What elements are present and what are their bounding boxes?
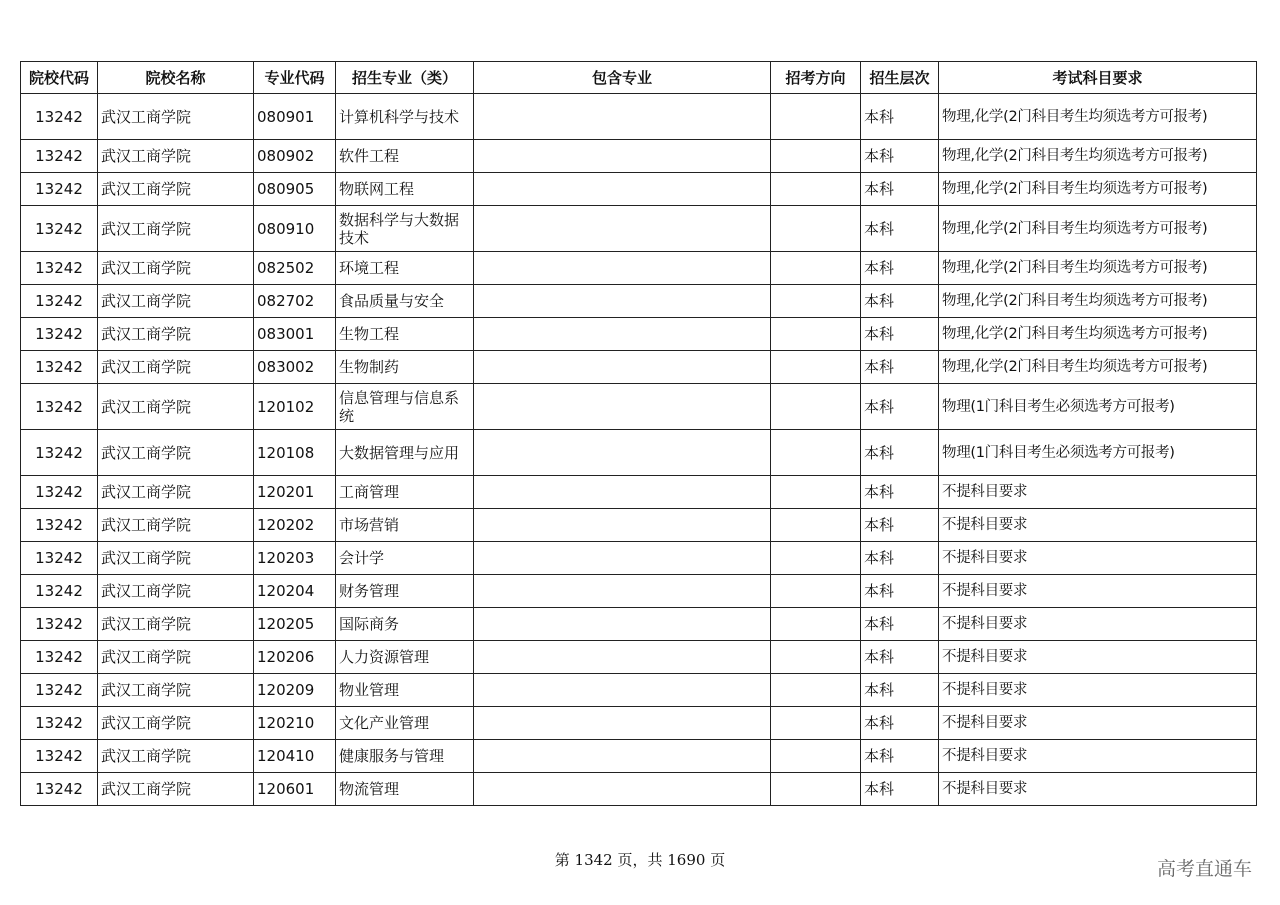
cell-included-majors	[474, 318, 771, 351]
cell-major: 市场营销	[336, 509, 474, 542]
table-row	[21, 575, 1257, 608]
cell-major-code: 120601	[254, 773, 336, 806]
header-requirement: 考试科目要求	[939, 62, 1257, 94]
cell-included-majors	[474, 384, 771, 430]
cell-school-code: 13242	[21, 575, 98, 608]
cell-major: 数据科学与大数据技术	[336, 206, 474, 252]
cell-included-majors	[474, 476, 771, 509]
cell-major-code: 120108	[254, 430, 336, 476]
cell-direction	[771, 384, 861, 430]
cell-school-code: 13242	[21, 351, 98, 384]
cell-school-code: 13242	[21, 707, 98, 740]
cell-major: 环境工程	[336, 252, 474, 285]
cell-direction	[771, 707, 861, 740]
cell-included-majors	[474, 140, 771, 173]
cell-major-code: 083002	[254, 351, 336, 384]
cell-school-name: 武汉工商学院	[98, 575, 254, 608]
cell-direction	[771, 542, 861, 575]
header-major-code: 专业代码	[254, 62, 336, 94]
cell-level: 本科	[861, 351, 939, 384]
table-row	[21, 430, 1257, 476]
cell-level: 本科	[861, 140, 939, 173]
table-row	[21, 542, 1257, 575]
cell-major-code: 080901	[254, 94, 336, 140]
cell-included-majors	[474, 252, 771, 285]
cell-level: 本科	[861, 509, 939, 542]
cell-school-name: 武汉工商学院	[98, 351, 254, 384]
cell-school-name: 武汉工商学院	[98, 140, 254, 173]
cell-school-name: 武汉工商学院	[98, 707, 254, 740]
table-row	[21, 476, 1257, 509]
cell-direction	[771, 773, 861, 806]
cell-school-name: 武汉工商学院	[98, 384, 254, 430]
table-row	[21, 318, 1257, 351]
cell-school-name: 武汉工商学院	[98, 608, 254, 641]
table-body	[21, 94, 1257, 806]
cell-requirement: 物理(1门科目考生必须选考方可报考)	[939, 430, 1257, 476]
cell-school-code: 13242	[21, 740, 98, 773]
table-row	[21, 285, 1257, 318]
cell-direction	[771, 351, 861, 384]
cell-requirement: 不提科目要求	[939, 608, 1257, 641]
cell-direction	[771, 318, 861, 351]
cell-included-majors	[474, 608, 771, 641]
cell-major-code: 120204	[254, 575, 336, 608]
cell-requirement: 物理(1门科目考生必须选考方可报考)	[939, 384, 1257, 430]
table-row	[21, 707, 1257, 740]
header-row	[21, 62, 1257, 94]
cell-major-code: 082702	[254, 285, 336, 318]
cell-major-code: 120206	[254, 641, 336, 674]
cell-included-majors	[474, 173, 771, 206]
cell-included-majors	[474, 641, 771, 674]
cell-direction	[771, 674, 861, 707]
cell-school-name: 武汉工商学院	[98, 94, 254, 140]
cell-direction	[771, 476, 861, 509]
cell-school-name: 武汉工商学院	[98, 285, 254, 318]
table-row	[21, 641, 1257, 674]
cell-level: 本科	[861, 674, 939, 707]
cell-major: 食品质量与安全	[336, 285, 474, 318]
cell-requirement: 不提科目要求	[939, 773, 1257, 806]
cell-major-code: 120210	[254, 707, 336, 740]
cell-major-code: 083001	[254, 318, 336, 351]
table-row	[21, 351, 1257, 384]
cell-major: 文化产业管理	[336, 707, 474, 740]
cell-requirement: 物理,化学(2门科目考生均须选考方可报考)	[939, 94, 1257, 140]
cell-requirement: 物理,化学(2门科目考生均须选考方可报考)	[939, 252, 1257, 285]
cell-school-code: 13242	[21, 94, 98, 140]
cell-included-majors	[474, 575, 771, 608]
cell-school-name: 武汉工商学院	[98, 206, 254, 252]
table-row	[21, 509, 1257, 542]
cell-major: 计算机科学与技术	[336, 94, 474, 140]
cell-included-majors	[474, 351, 771, 384]
cell-major-code: 080905	[254, 173, 336, 206]
cell-direction	[771, 140, 861, 173]
header-included-majors: 包含专业	[474, 62, 771, 94]
cell-school-code: 13242	[21, 608, 98, 641]
table-row	[21, 252, 1257, 285]
cell-direction	[771, 94, 861, 140]
cell-requirement: 不提科目要求	[939, 542, 1257, 575]
cell-requirement: 物理,化学(2门科目考生均须选考方可报考)	[939, 285, 1257, 318]
cell-level: 本科	[861, 641, 939, 674]
cell-major-code: 120203	[254, 542, 336, 575]
cell-requirement: 物理,化学(2门科目考生均须选考方可报考)	[939, 173, 1257, 206]
cell-direction	[771, 641, 861, 674]
cell-major-code: 120201	[254, 476, 336, 509]
cell-school-name: 武汉工商学院	[98, 318, 254, 351]
cell-school-name: 武汉工商学院	[98, 509, 254, 542]
cell-school-code: 13242	[21, 384, 98, 430]
cell-included-majors	[474, 206, 771, 252]
header-school-code: 院校代码	[21, 62, 98, 94]
cell-major: 国际商务	[336, 608, 474, 641]
page-footer: 第 1342 页，共 1690 页	[554, 851, 726, 869]
table-row	[21, 674, 1257, 707]
cell-requirement: 物理,化学(2门科目考生均须选考方可报考)	[939, 318, 1257, 351]
cell-school-code: 13242	[21, 173, 98, 206]
cell-school-code: 13242	[21, 509, 98, 542]
cell-school-code: 13242	[21, 318, 98, 351]
cell-school-code: 13242	[21, 476, 98, 509]
cell-level: 本科	[861, 252, 939, 285]
cell-direction	[771, 206, 861, 252]
table-row	[21, 140, 1257, 173]
cell-school-name: 武汉工商学院	[98, 740, 254, 773]
cell-school-name: 武汉工商学院	[98, 252, 254, 285]
cell-level: 本科	[861, 608, 939, 641]
cell-level: 本科	[861, 206, 939, 252]
cell-direction	[771, 575, 861, 608]
header-major: 招生专业（类）	[336, 62, 474, 94]
cell-school-name: 武汉工商学院	[98, 641, 254, 674]
cell-direction	[771, 285, 861, 318]
cell-major: 生物工程	[336, 318, 474, 351]
cell-school-name: 武汉工商学院	[98, 430, 254, 476]
cell-school-name: 武汉工商学院	[98, 773, 254, 806]
table-row	[21, 94, 1257, 140]
cell-direction	[771, 430, 861, 476]
cell-level: 本科	[861, 575, 939, 608]
cell-requirement: 不提科目要求	[939, 476, 1257, 509]
cell-level: 本科	[861, 773, 939, 806]
cell-included-majors	[474, 542, 771, 575]
cell-included-majors	[474, 674, 771, 707]
cell-major: 会计学	[336, 542, 474, 575]
cell-included-majors	[474, 509, 771, 542]
cell-major: 物流管理	[336, 773, 474, 806]
cell-requirement: 不提科目要求	[939, 641, 1257, 674]
cell-school-name: 武汉工商学院	[98, 173, 254, 206]
cell-school-code: 13242	[21, 641, 98, 674]
cell-major: 人力资源管理	[336, 641, 474, 674]
cell-level: 本科	[861, 476, 939, 509]
cell-direction	[771, 252, 861, 285]
watermark: 高考直通车	[1156, 858, 1252, 880]
cell-major-code: 120202	[254, 509, 336, 542]
cell-major-code: 120209	[254, 674, 336, 707]
cell-school-name: 武汉工商学院	[98, 674, 254, 707]
cell-major: 生物制药	[336, 351, 474, 384]
cell-major-code: 080902	[254, 140, 336, 173]
cell-direction	[771, 173, 861, 206]
cell-requirement: 不提科目要求	[939, 674, 1257, 707]
cell-major: 物业管理	[336, 674, 474, 707]
cell-school-code: 13242	[21, 773, 98, 806]
cell-school-code: 13242	[21, 542, 98, 575]
cell-requirement: 不提科目要求	[939, 707, 1257, 740]
table-row	[21, 740, 1257, 773]
cell-level: 本科	[861, 384, 939, 430]
cell-school-code: 13242	[21, 674, 98, 707]
cell-included-majors	[474, 740, 771, 773]
cell-included-majors	[474, 430, 771, 476]
header-school-name: 院校名称	[98, 62, 254, 94]
table-row	[21, 773, 1257, 806]
cell-direction	[771, 608, 861, 641]
cell-included-majors	[474, 94, 771, 140]
cell-major: 信息管理与信息系统	[336, 384, 474, 430]
cell-level: 本科	[861, 318, 939, 351]
cell-major-code: 082502	[254, 252, 336, 285]
cell-level: 本科	[861, 173, 939, 206]
cell-requirement: 不提科目要求	[939, 740, 1257, 773]
cell-school-code: 13242	[21, 285, 98, 318]
cell-requirement: 物理,化学(2门科目考生均须选考方可报考)	[939, 140, 1257, 173]
cell-level: 本科	[861, 707, 939, 740]
table-row	[21, 206, 1257, 252]
cell-major: 财务管理	[336, 575, 474, 608]
cell-school-code: 13242	[21, 252, 98, 285]
cell-included-majors	[474, 707, 771, 740]
table-row	[21, 384, 1257, 430]
cell-major: 工商管理	[336, 476, 474, 509]
cell-level: 本科	[861, 94, 939, 140]
cell-major-code: 120205	[254, 608, 336, 641]
cell-level: 本科	[861, 430, 939, 476]
cell-included-majors	[474, 773, 771, 806]
cell-major: 大数据管理与应用	[336, 430, 474, 476]
cell-level: 本科	[861, 740, 939, 773]
cell-direction	[771, 509, 861, 542]
cell-requirement: 物理,化学(2门科目考生均须选考方可报考)	[939, 206, 1257, 252]
header-level: 招生层次	[861, 62, 939, 94]
cell-major-code: 120410	[254, 740, 336, 773]
table-row	[21, 173, 1257, 206]
cell-major-code: 120102	[254, 384, 336, 430]
cell-school-code: 13242	[21, 206, 98, 252]
table-row	[21, 608, 1257, 641]
cell-level: 本科	[861, 285, 939, 318]
cell-major-code: 080910	[254, 206, 336, 252]
cell-major: 物联网工程	[336, 173, 474, 206]
cell-requirement: 物理,化学(2门科目考生均须选考方可报考)	[939, 351, 1257, 384]
cell-level: 本科	[861, 542, 939, 575]
cell-requirement: 不提科目要求	[939, 509, 1257, 542]
header-direction: 招考方向	[771, 62, 861, 94]
cell-school-code: 13242	[21, 430, 98, 476]
cell-included-majors	[474, 285, 771, 318]
admission-table	[20, 61, 1257, 806]
cell-direction	[771, 740, 861, 773]
cell-school-name: 武汉工商学院	[98, 476, 254, 509]
cell-school-code: 13242	[21, 140, 98, 173]
cell-school-name: 武汉工商学院	[98, 542, 254, 575]
cell-requirement: 不提科目要求	[939, 575, 1257, 608]
cell-major: 健康服务与管理	[336, 740, 474, 773]
cell-major: 软件工程	[336, 140, 474, 173]
